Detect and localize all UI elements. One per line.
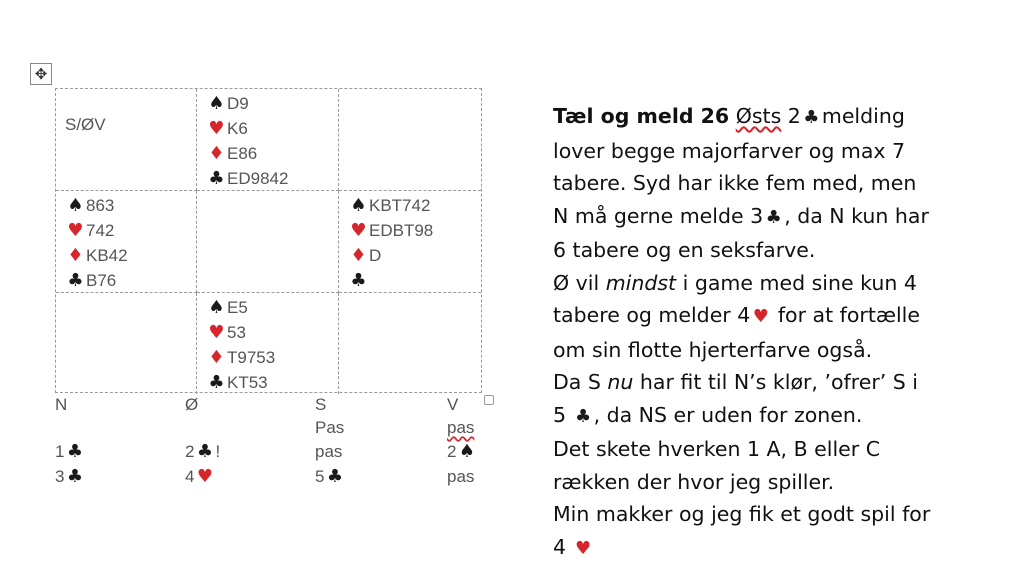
cell-center <box>197 191 339 293</box>
article-line-7: tabere og melder 4 ♥ for at fortælle <box>553 299 1023 334</box>
dealer-vulnerability: S/ØV <box>65 115 106 135</box>
heart-icon: ♥ <box>750 301 771 334</box>
bid-header-south: S <box>315 395 326 415</box>
south-hearts: 53 <box>227 320 246 345</box>
article-line-3: tabere. Syd har ikke fem med, men <box>553 167 1023 200</box>
east-diamonds: D <box>369 243 381 268</box>
bid-r1-south: Pas <box>315 415 344 440</box>
cell-dealer <box>56 89 197 191</box>
east-hand <box>348 193 433 293</box>
north-hand <box>206 91 288 191</box>
diamond-icon: ♦ <box>65 243 86 268</box>
article-line-9: Da S nu har fit til N’s klør, ’ofrer’ S i <box>553 366 1023 399</box>
club-icon: ♣ <box>65 268 86 293</box>
article-line-10: 5 ♣ , da NS er uden for zonen. <box>553 399 1023 434</box>
club-icon: ♣ <box>64 464 85 489</box>
cell-north <box>197 89 339 191</box>
article-line-1: Tæl og meld 26 Østs 2 ♣ melding <box>553 100 1023 135</box>
west-hand <box>65 193 128 293</box>
bid-header-north: N <box>55 395 67 415</box>
south-clubs: KT53 <box>227 370 268 395</box>
bid-r3-north: 3 ♣ <box>55 464 85 489</box>
west-spades: 863 <box>86 193 114 218</box>
article-line-12: rækken der hvor jeg spiller. <box>553 466 1023 499</box>
north-clubs: ED9842 <box>227 166 288 191</box>
spade-icon: ♠ <box>206 91 227 116</box>
south-diamonds: T9753 <box>227 345 275 370</box>
club-icon: ♣ <box>194 439 215 464</box>
article-line-4: N må gerne melde 3 ♣ , da N kun har <box>553 200 1023 235</box>
north-hearts: K6 <box>227 116 248 141</box>
east-spades: KBT742 <box>369 193 430 218</box>
heart-icon: ♥ <box>348 218 369 243</box>
club-icon: ♣ <box>206 370 227 395</box>
article-line-11: Det skete hverken 1 A, B eller C <box>553 433 1023 466</box>
diamond-icon: ♦ <box>206 141 227 166</box>
club-icon: ♣ <box>573 401 594 434</box>
club-icon: ♣ <box>64 439 85 464</box>
north-spades: D9 <box>227 91 249 116</box>
bid-r2-south: pas <box>315 439 342 464</box>
bid-header-east: Ø <box>185 395 198 415</box>
heart-icon: ♥ <box>194 464 215 489</box>
heart-icon: ♥ <box>206 320 227 345</box>
spade-icon: ♠ <box>456 439 477 464</box>
cell-south <box>197 293 339 394</box>
club-icon: ♣ <box>324 464 345 489</box>
article-line-8: om sin flotte hjerterfarve også. <box>553 334 1023 367</box>
bid-r3-south: 5 ♣ <box>315 464 345 489</box>
bid-r3-west: pas <box>447 464 474 489</box>
article-title: Tæl og meld 26 <box>553 104 729 128</box>
south-hand <box>206 295 275 395</box>
article-line-14: 4 ♥ <box>553 531 1023 565</box>
club-icon: ♣ <box>206 166 227 191</box>
club-icon: ♣ <box>348 268 369 293</box>
article-text <box>553 100 1023 565</box>
west-hearts: 742 <box>86 218 114 243</box>
bid-r2-north: 1 ♣ <box>55 439 85 464</box>
table-move-handle-icon[interactable]: ✥ <box>30 63 52 85</box>
spade-icon: ♠ <box>348 193 369 218</box>
article-line-6: Ø vil mindst i game med sine kun 4 <box>553 267 1023 300</box>
heart-icon: ♥ <box>206 116 227 141</box>
diamond-icon: ♦ <box>348 243 369 268</box>
heart-icon: ♥ <box>65 218 86 243</box>
bid-r3-east: 4 ♥ <box>185 464 215 489</box>
south-spades: E5 <box>227 295 248 320</box>
spade-icon: ♠ <box>65 193 86 218</box>
spade-icon: ♠ <box>206 295 227 320</box>
article-line-13: Min makker og jeg fik et godt spil for <box>553 498 1023 531</box>
bridge-deal-table <box>55 88 482 393</box>
bid-r2-west: 2 ♠ <box>447 439 477 464</box>
table-resize-handle[interactable] <box>484 395 494 405</box>
east-hearts: EDBT98 <box>369 218 433 243</box>
article-line-5: 6 tabere og en seksfarve. <box>553 234 1023 267</box>
cell-east <box>339 191 481 293</box>
alert-mark: ! <box>215 442 220 461</box>
club-icon: ♣ <box>763 202 784 235</box>
north-diamonds: E86 <box>227 141 257 166</box>
club-icon: ♣ <box>801 102 822 135</box>
bid-r2-east: 2 ♣ ! <box>185 439 220 464</box>
west-clubs: B76 <box>86 268 116 293</box>
west-diamonds: KB42 <box>86 243 128 268</box>
heart-icon: ♥ <box>573 533 594 565</box>
cell-empty-ne <box>339 89 481 191</box>
word-osts: Østs <box>736 104 782 128</box>
cell-west <box>56 191 197 293</box>
diamond-icon: ♦ <box>206 345 227 370</box>
bid-r1-west: pas <box>447 415 474 440</box>
cell-empty-se <box>339 293 481 394</box>
cell-empty-sw <box>56 293 197 394</box>
article-line-2: lover begge majorfarver og max 7 <box>553 135 1023 168</box>
bid-header-west: V <box>447 395 458 415</box>
